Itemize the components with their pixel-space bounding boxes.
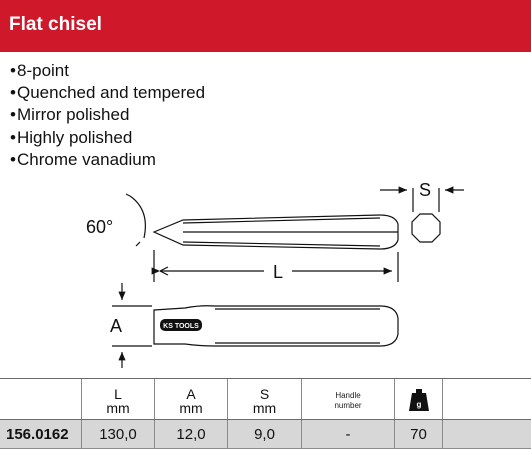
logo-text: KS TOOLS	[163, 323, 199, 330]
header-cell-a: A mm	[155, 379, 228, 419]
octagon-section-icon	[412, 214, 440, 242]
bullet: •	[10, 83, 16, 103]
header-cell-code	[0, 379, 82, 419]
value-handle-number: -	[302, 420, 395, 448]
chisel-side-view	[154, 215, 398, 249]
angle-label: 60°	[86, 217, 114, 237]
value-a: 12,0	[155, 420, 228, 448]
header-cell-l: L mm	[82, 379, 155, 419]
table-header-row	[0, 378, 531, 420]
bullet: •	[10, 105, 16, 125]
weight-icon	[408, 388, 430, 412]
header-cell-weight	[395, 379, 443, 419]
length-label: L	[272, 262, 284, 282]
value-l: 130,0	[82, 420, 155, 448]
value-weight: 70	[395, 420, 443, 448]
header-cell-empty	[443, 379, 531, 419]
angle-arc	[130, 196, 145, 238]
header-cell-s: S mm	[228, 379, 302, 419]
table-row	[0, 420, 531, 449]
bullet: •	[10, 61, 16, 80]
spec-table	[0, 378, 531, 451]
size-label: S	[418, 180, 432, 200]
article-number: 156.0162	[0, 420, 82, 448]
svg-text:g: g	[416, 400, 421, 409]
page-title: Flat chisel	[9, 14, 102, 35]
feature-item: •Chrome vanadium	[10, 149, 205, 171]
value-empty	[443, 420, 531, 448]
bullet: •	[10, 149, 16, 169]
bullet: •	[10, 127, 16, 147]
width-label: A	[110, 316, 123, 336]
feature-item: •8-point	[10, 60, 205, 82]
feature-item: •Quenched and tempered	[10, 82, 205, 104]
feature-item: •Highly polished	[10, 127, 205, 149]
feature-item: •Mirror polished	[10, 104, 205, 126]
value-s: 9,0	[228, 420, 302, 448]
header-cell-handle-number: Handle number	[302, 379, 395, 419]
